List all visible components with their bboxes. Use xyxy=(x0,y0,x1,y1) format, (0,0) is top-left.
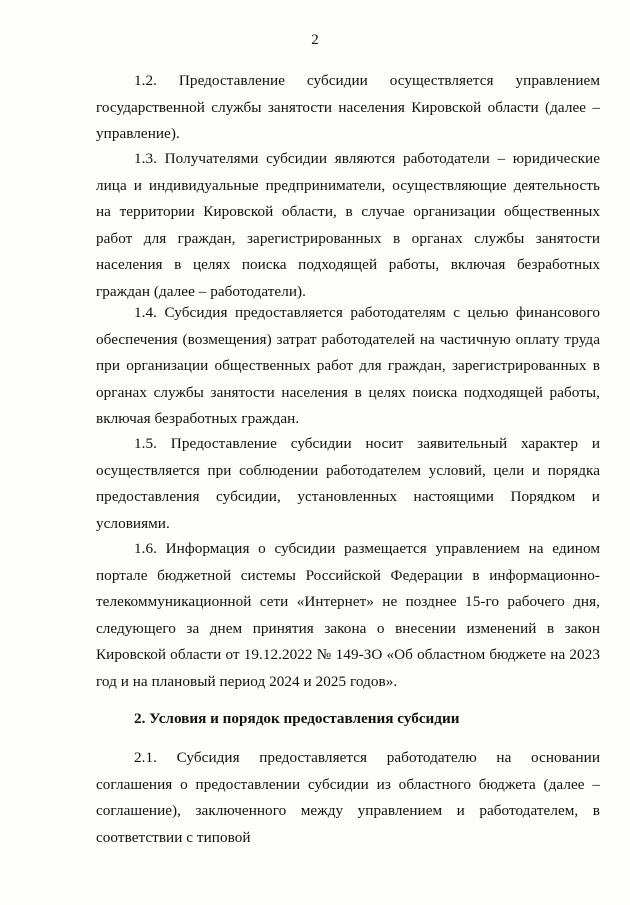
paragraph-1-2: 1.2. Предоставление субсидии осуществляется управлением государственной службы занятости населения Кировской области (далее – управление). xyxy=(96,72,600,142)
paragraph-1-3: 1.3. Получателями субсидии являются работодатели – юридические лица и индивидуальные предприниматели, осуществляющие деятельность на территории Кировской области, в случае организации общественных работ для граждан, зарегистрированных в органах службы занятости населения в целях поиска подходящей работы, включая безработных граждан (далее – работодатели). xyxy=(96,150,600,300)
paragraph-1-5: 1.5. Предоставление субсидии носит заявительный характер и осуществляется при соблюдении работодателем условий, цели и порядка предоставления субсидии, установленных настоящими Порядком и условиями. xyxy=(96,435,600,532)
paragraph-1-4: 1.4. Субсидия предоставляется работодателям с целью финансового обеспечения (возмещения) затрат работодателей на частичную оплату труда при организации общественных работ для граждан, зарегистрированных в органах службы занятости населения в целях поиска подходящей работы, включая безработных граждан. xyxy=(96,304,600,427)
page-number: 2 xyxy=(311,32,319,48)
paragraph-2-1: 2.1. Субсидия предоставляется работодателю на основании соглашения о предоставлении субсидии из областного бюджета (далее – соглашение), заключенного между управлением и работодателем, в соответствии с типовой xyxy=(96,749,600,846)
paragraph-1-6: 1.6. Информация о субсидии размещается управлением на едином портале бюджетной системы Российской Федерации в информационно-телекоммуникационной сети «Интернет» не позднее 15-го рабочего дня, следующего за днем принятия закона о внесении изменений в закон Кировской области от 19.12.2022 № 149-ЗО «Об областном бюджете на 2023 год и на плановый период 2024 и 2025 годов». xyxy=(96,540,600,690)
section-2-heading: 2. Условия и порядок предоставления субсидии xyxy=(134,710,460,727)
